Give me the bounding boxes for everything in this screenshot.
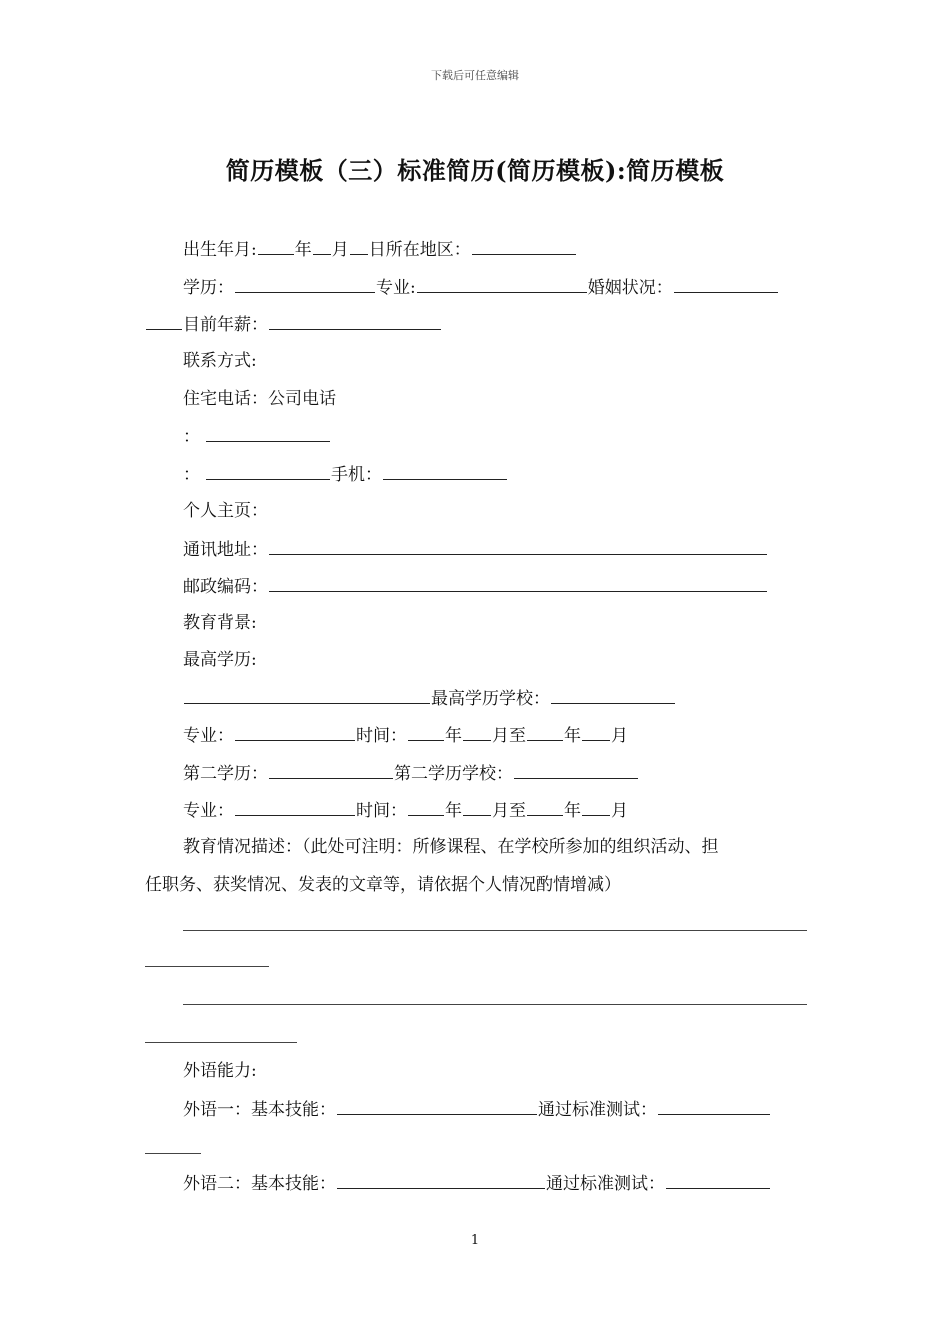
contact-heading: 联系方式: [183,351,257,371]
birth-line [145,236,807,262]
postcode-field[interactable] [269,573,767,592]
language-one-test-field-continued[interactable] [145,1153,201,1154]
major-field[interactable] [417,274,587,293]
end-month-field[interactable] [582,722,610,741]
start-month-field[interactable] [463,722,491,741]
language-one-skill-field[interactable] [337,1096,537,1115]
start-year-field[interactable] [408,797,444,816]
second-school-field[interactable] [514,760,638,779]
major-label: 专业: [376,278,416,298]
education-description-rule[interactable] [183,1004,807,1005]
end-year-field[interactable] [527,797,563,816]
language-two-skill-field[interactable] [337,1170,545,1189]
top-degree-field[interactable] [184,685,430,704]
major-time-line-1 [145,722,807,748]
marital-field-continued[interactable] [146,311,182,330]
month-label: 月 [611,801,628,821]
education-description-rule[interactable] [183,930,807,931]
education-description-line-1: 教育情况描述：（此处可注明：所修课程、在学校所参加的组织活动、担 [183,837,719,857]
region-field[interactable] [472,236,576,255]
address-label: 通讯地址： [183,540,268,560]
home-phone-field[interactable] [206,461,330,480]
birth-label: 出生年月: [183,240,257,260]
language-heading: 外语能力: [183,1061,257,1081]
marital-label: 婚姻状况： [587,278,673,298]
year-label: 年 [445,801,462,821]
month-to-label: 月至 [492,726,526,746]
year-label: 年 [294,240,312,260]
language-one-test-field[interactable] [658,1096,770,1115]
end-year-field[interactable] [527,722,563,741]
mobile-field[interactable] [383,461,507,480]
postcode-line [145,573,807,599]
year-label: 年 [445,726,462,746]
language-two-label: 外语二：基本技能： [183,1174,336,1194]
top-degree-label: 最高学历: [183,650,257,670]
year-label: 年 [564,801,581,821]
colon-label: ： [183,427,200,447]
education-background-heading: 教育背景: [183,613,257,633]
company-phone-field[interactable] [206,423,330,442]
birth-day-field[interactable] [350,236,368,255]
education-description-rule[interactable] [145,966,269,967]
standard-test-label: 通过标准测试： [546,1174,665,1194]
education-description-line-2: 任职务、获奖情况、发表的文章等，请依据个人情况酌情增减） [145,875,621,895]
language-two-test-field[interactable] [666,1170,770,1189]
address-field[interactable] [269,536,767,555]
address-line [145,536,807,562]
colon-label: ： [183,465,200,485]
start-year-field[interactable] [408,722,444,741]
postcode-label: 邮政编码： [183,577,268,597]
time-label: 时间： [356,726,407,746]
month-label: 月 [331,240,349,260]
header-note: 下载后可任意编辑 [431,69,519,82]
major-label: 专业： [183,801,234,821]
month-label: 月 [611,726,628,746]
time-label: 时间： [356,801,407,821]
phone-line: 住宅电话：公司电话 [183,389,336,409]
second-school-label: 第二学历学校： [394,764,513,784]
education-line [145,274,807,300]
homepage-line: 个人主页： [183,501,268,521]
page-title: 简历模板（三）标准简历(简历模板):简历模板 [225,156,725,185]
language-two-line [145,1170,807,1196]
salary-field[interactable] [269,311,441,330]
mobile-label: 手机： [331,465,382,485]
top-school-label: 最高学历学校： [431,689,550,709]
major-label: 专业： [183,726,234,746]
degree-label: 学历： [183,278,234,298]
year-label: 年 [564,726,581,746]
standard-test-label: 通过标准测试： [538,1100,657,1120]
marital-field[interactable] [674,274,778,293]
mobile-line [145,461,807,487]
second-degree-line [145,760,807,786]
degree-field[interactable] [235,274,375,293]
second-degree-field[interactable] [269,760,393,779]
language-one-label: 外语一：基本技能： [183,1100,336,1120]
second-degree-label: 第二学历： [183,764,268,784]
company-phone-line [145,423,807,449]
start-month-field[interactable] [463,797,491,816]
month-to-label: 月至 [492,801,526,821]
top-school-field[interactable] [551,685,675,704]
major-field[interactable] [235,797,355,816]
salary-label: 目前年薪： [183,315,268,335]
language-one-line [145,1096,807,1122]
top-school-line [145,685,807,711]
major-field[interactable] [235,722,355,741]
birth-year-field[interactable] [258,236,294,255]
salary-line [145,311,807,337]
page-number: 1 [470,1233,480,1248]
major-time-line-2 [145,797,807,823]
education-description-rule[interactable] [145,1042,297,1043]
region-label: 日所在地区： [368,240,471,260]
birth-month-field[interactable] [313,236,331,255]
end-month-field[interactable] [582,797,610,816]
